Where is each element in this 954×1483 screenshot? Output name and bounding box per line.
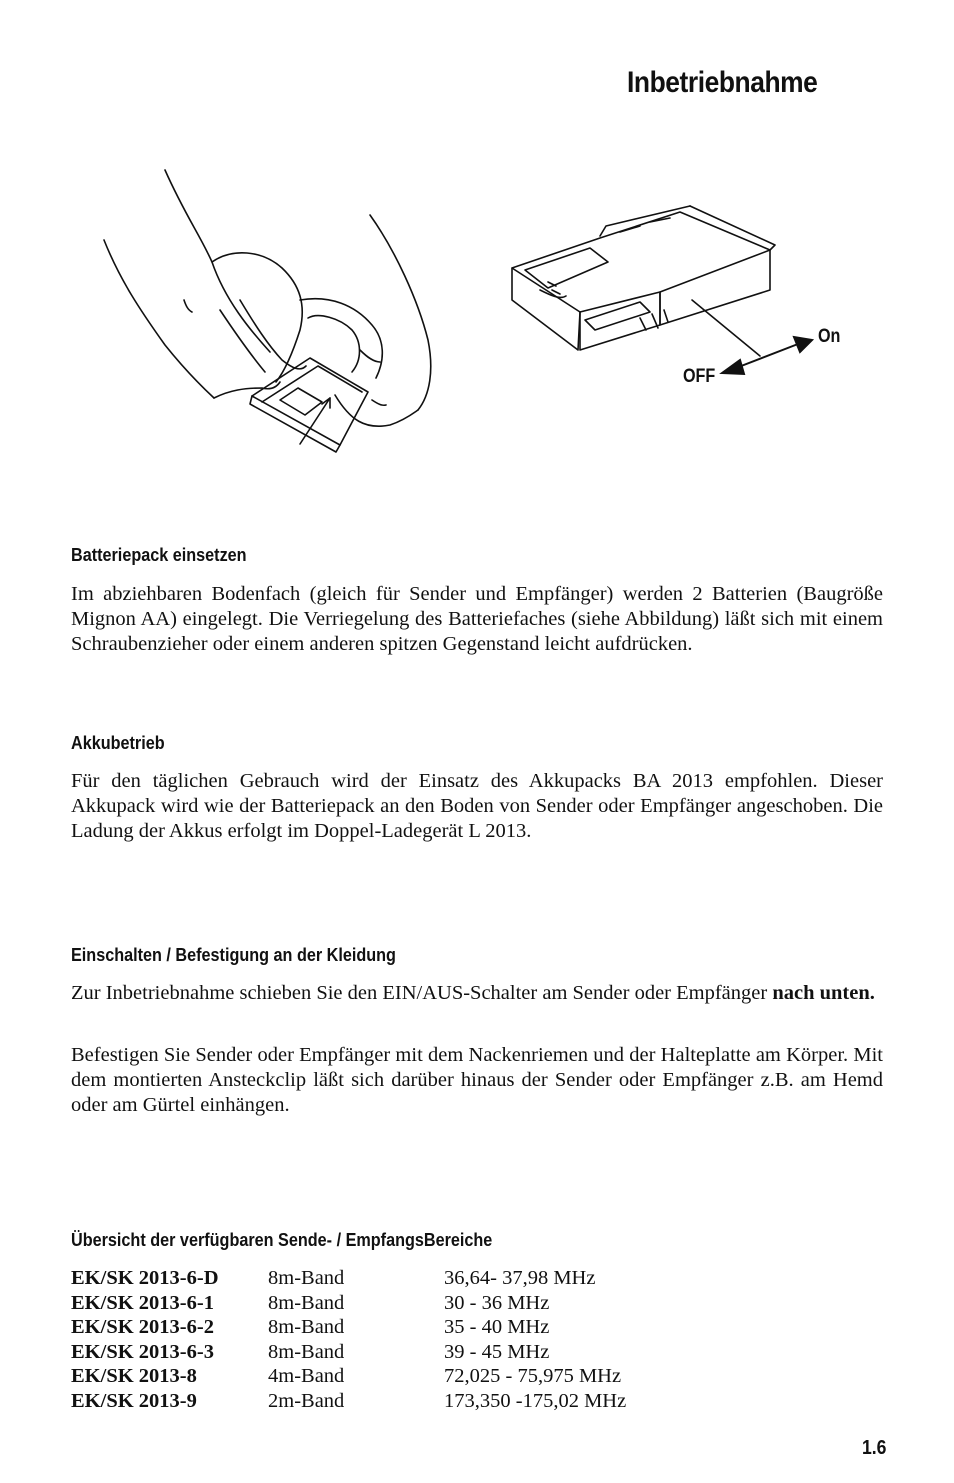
hand-left-drawing: [104, 170, 306, 398]
device-drawing: [512, 206, 775, 350]
section-heading-accu: Akkubetrieb: [71, 733, 165, 753]
switch-direction-arrow: [722, 337, 812, 374]
table-cell-freq: 35 - 40 MHz: [444, 1316, 550, 1339]
table-cell-band: 8m-Band: [268, 1340, 345, 1363]
battery-illustration: [0, 150, 954, 470]
table-cell-band: 8m-Band: [268, 1291, 345, 1314]
battery-pack-drawing: [250, 358, 368, 452]
table-cell-model: EK/SK 2013-9: [71, 1389, 197, 1412]
table-cell-freq: 39 - 45 MHz: [444, 1340, 550, 1363]
switch-text-bold: nach unten.: [772, 982, 875, 1004]
section-text-accu: Für den täglichen Gebrauch wird der Einsatz des Akkupacks BA 2013 empfohlen. Dieser Akkupack wird wie der Batteriepack an den Boden von Sender oder Empfänger angeschoben. Die Ladung der Akkus erfolgt im Doppel-Ladegerät L 2013.: [71, 770, 883, 842]
table-cell-model: EK/SK 2013-8: [71, 1365, 197, 1388]
table-row: [71, 1266, 626, 1291]
frequency-range-table: [71, 1266, 626, 1414]
page-title: Inbetriebnahme: [627, 66, 818, 99]
section-text-battery: Im abziehbaren Bodenfach (gleich für Sender und Empfänger) werden 2 Batterien (Baugröße Mignon AA) eingelegt. Die Verriegelung des Batteriefaches (siehe Abbildung) läßt sich mit einem Schraubenzieher oder einem anderen spitzen Gegenstand leicht aufdrücken.: [71, 583, 883, 655]
switch-on-label: On: [818, 326, 841, 347]
table-row: [71, 1291, 626, 1316]
switch-off-label: OFF: [683, 366, 716, 387]
table-row: [71, 1315, 626, 1340]
section-text-switch-2: Befestigen Sie Sender oder Empfänger mit dem Nackenriemen und der Halteplatte am Körper. Mit dem montierten Ansteckclip läßt sich darüber hinaus der Sender oder Empfänger z.B. am Hemd oder am Gürtel einhängen.: [71, 1044, 883, 1116]
switch-text-start: Zur Inbetriebnahme schieben Sie den EIN/AUS-Schalter am Sender oder Empfänger: [71, 982, 773, 1004]
table-cell-band: 8m-Band: [268, 1316, 345, 1339]
table-cell-model: EK/SK 2013-6-D: [71, 1267, 219, 1289]
hand-right-drawing: [300, 215, 431, 426]
section-text-switch-1: [71, 981, 883, 1006]
table-cell-model: EK/SK 2013-6-3: [71, 1340, 214, 1363]
section-heading-battery: Batteriepack einsetzen: [71, 545, 247, 565]
page-number: 1.6: [862, 1437, 887, 1459]
table-cell-freq: 36,64- 37,98 MHz: [444, 1267, 596, 1289]
table-cell-model: EK/SK 2013-6-1: [71, 1291, 214, 1314]
table-cell-freq: 173,350 -175,02 MHz: [444, 1389, 627, 1412]
table-cell-freq: 30 - 36 MHz: [444, 1291, 550, 1314]
table-cell-model: EK/SK 2013-6-2: [71, 1316, 214, 1339]
section-heading-switch: Einschalten / Befestigung an der Kleidung: [71, 945, 396, 965]
table-cell-band: 2m-Band: [268, 1389, 345, 1412]
section-heading-ranges: Übersicht der verfügbaren Sende- / EmpfangsBereiche: [71, 1230, 493, 1250]
table-row: [71, 1389, 626, 1414]
table-cell-band: 4m-Band: [268, 1365, 345, 1388]
table-row: [71, 1364, 626, 1389]
table-row: [71, 1340, 626, 1365]
table-cell-band: 8m-Band: [268, 1267, 345, 1289]
table-cell-freq: 72,025 - 75,975 MHz: [444, 1365, 622, 1388]
